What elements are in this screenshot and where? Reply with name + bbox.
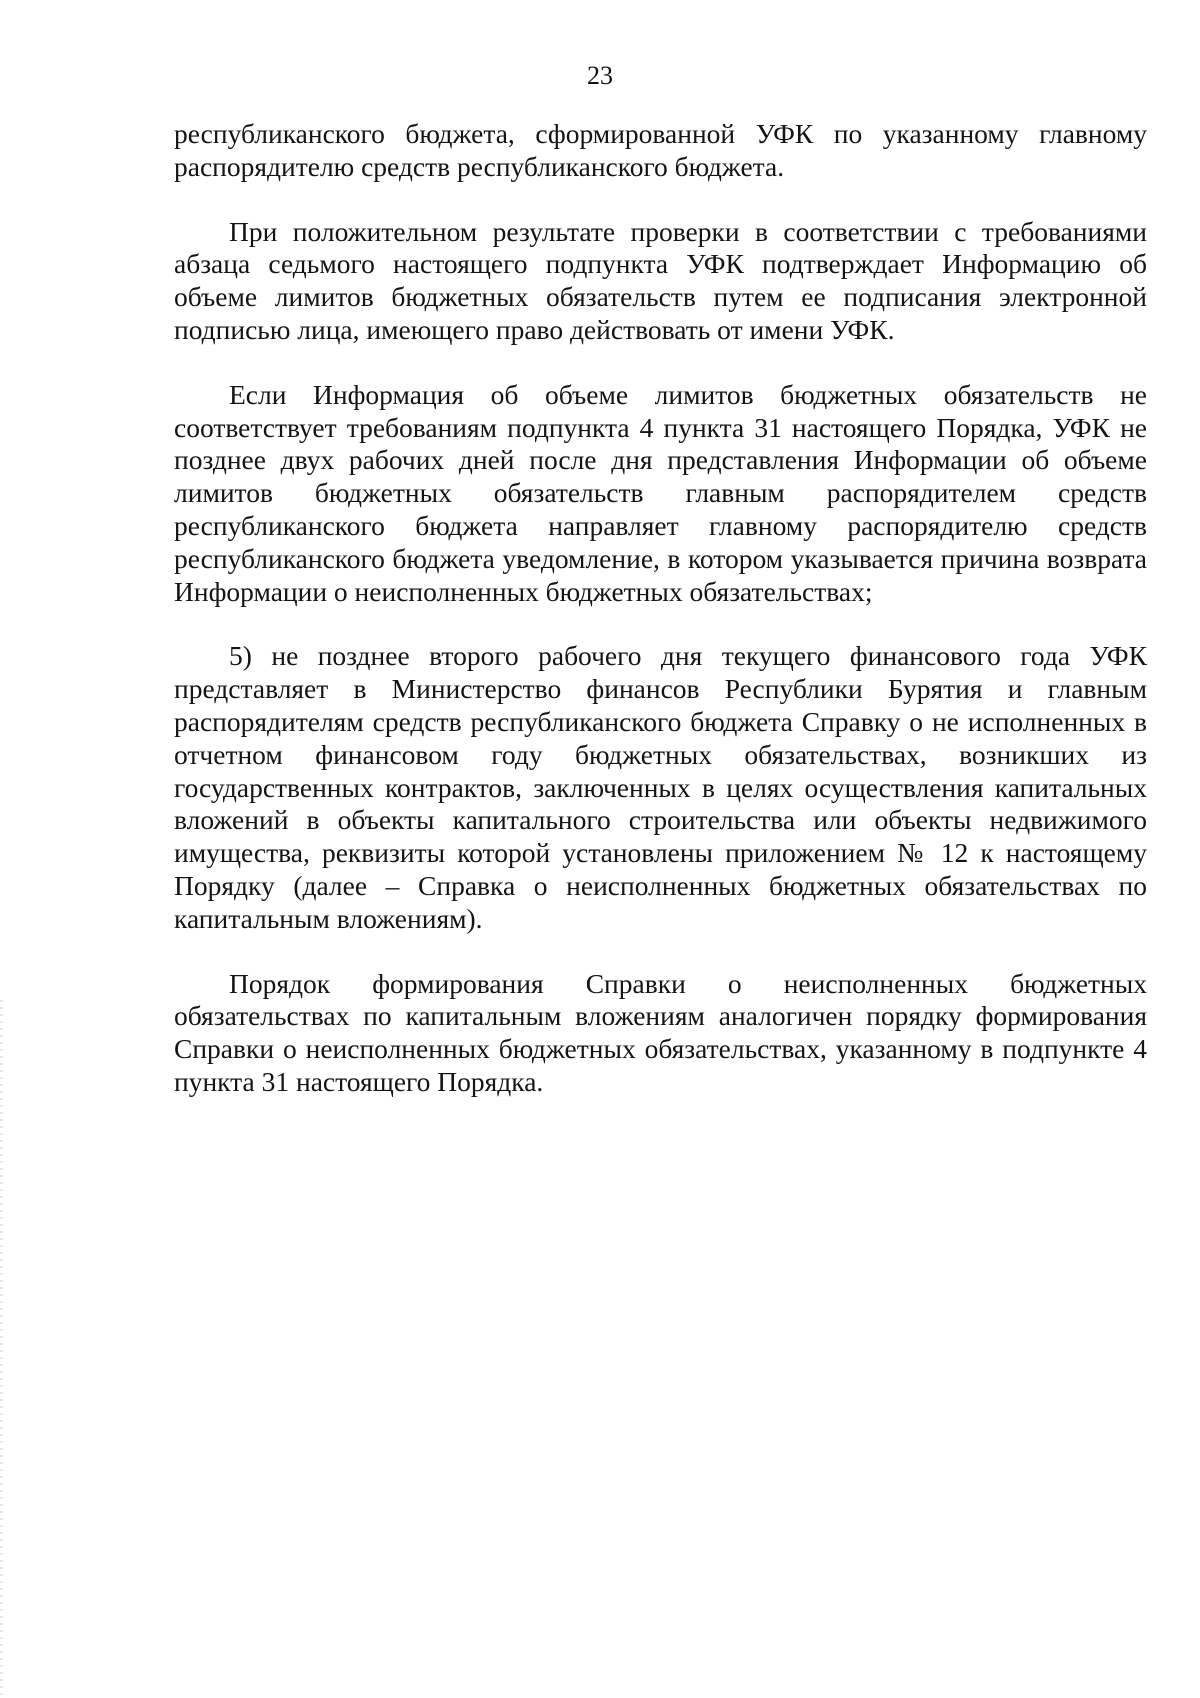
page-number: 23 [587,61,613,90]
paragraph-item-5: 5) не позднее второго рабочего дня текущего финансового года УФК представляет в Министерство финансов Республики Бурятия и главным распорядителям средств республиканского бюджета Справку о не исполненных в отчетном финансовом году бюджетных обязательствах, возникших из государственных контрактов, заключенных в целях осуществления капитальных вложений в объекты капитального строительства или объекты недвижимого имущества, реквизиты которой установлены приложением № 12 к настоящему Порядку (далее – Справка о неисполненных бюджетных обязательствах по капитальным вложениям). [174,640,1147,934]
paragraph-continuation: республиканского бюджета, сформированной УФК по указанному главному распорядителю средств республиканского бюджета. [174,118,1147,182]
document-body [174,118,1147,1131]
paragraph-formation-order: Порядок формирования Справки о неисполненных бюджетных обязательствах по капитальным вложениям аналогичен порядку формирования Справки о неисполненных бюджетных обязательствах, указанному в подпункте 4 пункта 31 настоящего Порядка. [174,967,1147,1097]
paragraph-verification-result: При положительном результате проверки в соответствии с требованиями абзаца седьмого настоящего подпункта УФК подтверждает Информацию об объеме лимитов бюджетных обязательств путем ее подписания электронной подписью лица, имеющего право действовать от имени УФК. [174,215,1147,345]
scan-edge-artifact [0,1000,3,1698]
paragraph-nonconformity: Если Информация об объеме лимитов бюджетных обязательств не соответствует требованиям подпункта 4 пункта 31 настоящего Порядка, УФК не позднее двух рабочих дней после дня представления Информации об объеме лимитов бюджетных обязательств главным распорядителем средств республиканского бюджета направляет главному распорядителю средств республиканского бюджета уведомление, в котором указывается причина возврата Информации о неисполненных бюджетных обязательствах; [174,378,1147,607]
